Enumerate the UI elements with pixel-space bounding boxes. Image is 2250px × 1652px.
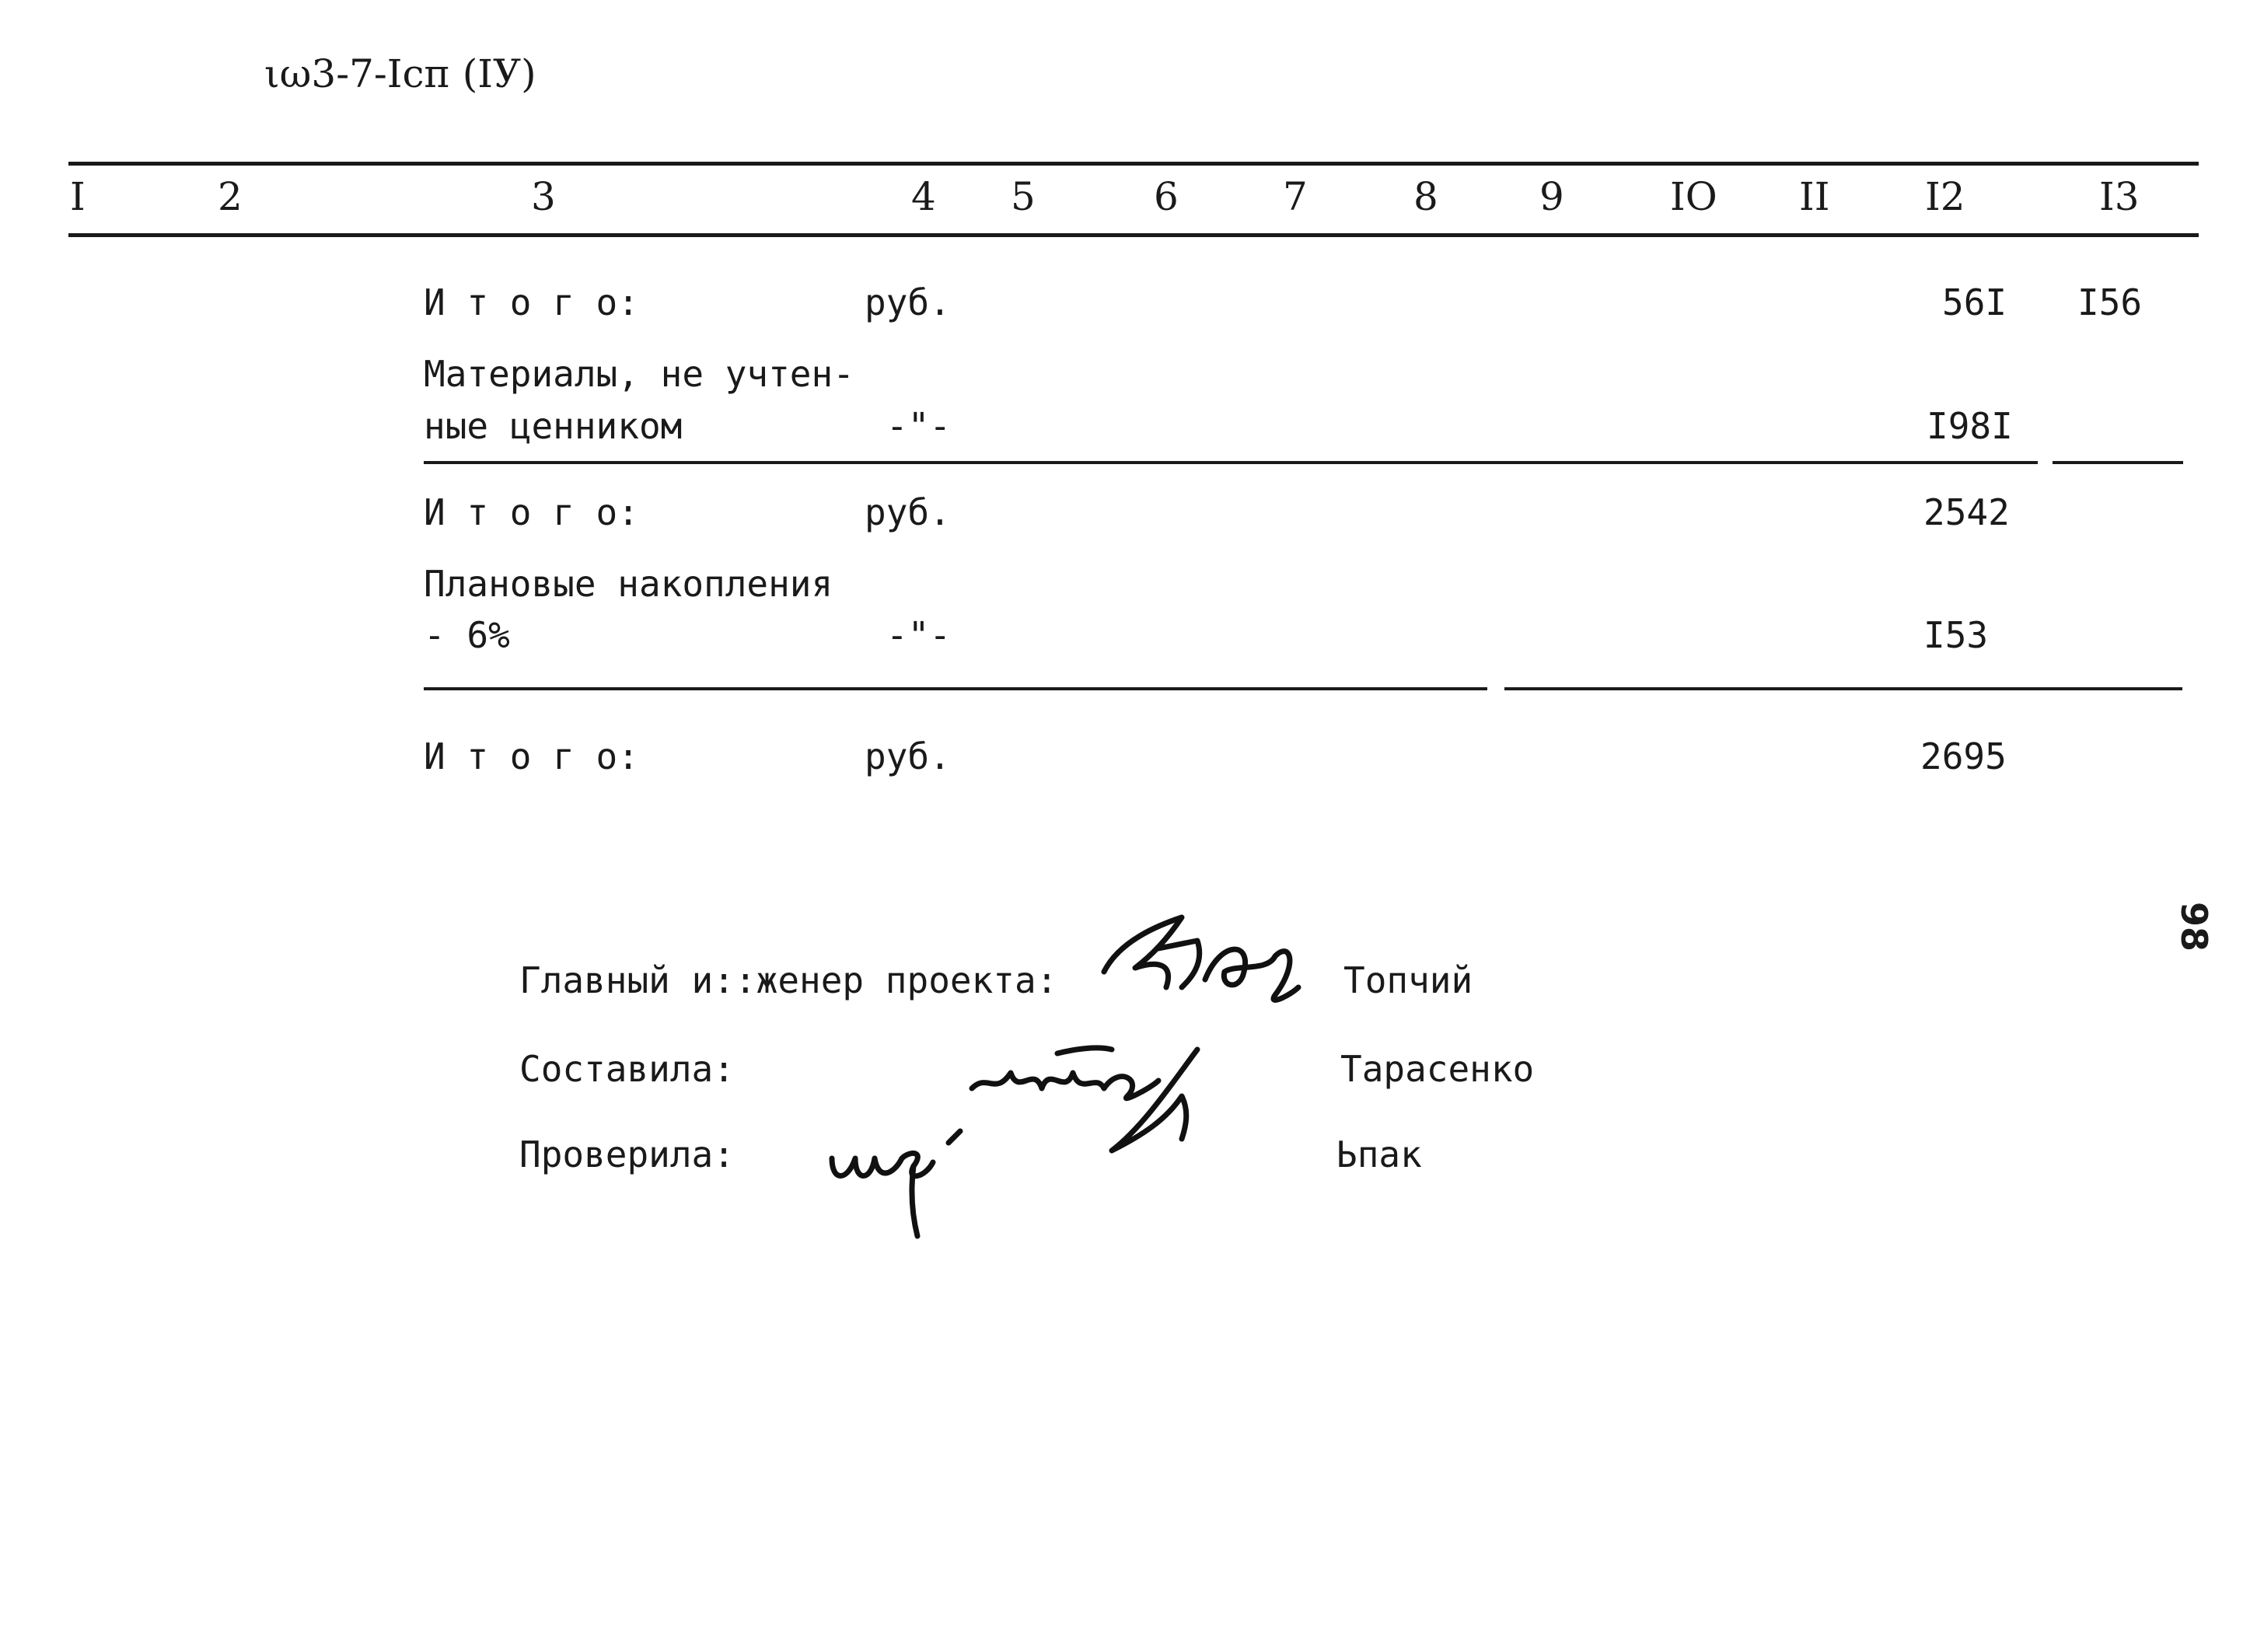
subtotal-rule	[2053, 461, 2183, 464]
row-unit: -"-	[886, 405, 952, 447]
row-name: И т о г о:	[424, 491, 639, 533]
document-code: ιω3-7-Iсп (IУ)	[264, 51, 536, 96]
column-number: I3	[2099, 174, 2140, 219]
row-name: - 6%	[424, 614, 510, 656]
column-number: II	[1799, 174, 1830, 219]
column-number: IO	[1670, 174, 1717, 219]
column-number: 3	[531, 174, 556, 219]
column-number: I	[70, 174, 86, 219]
signature-person: Топчий	[1343, 959, 1473, 1001]
column-number: I2	[1925, 174, 1965, 219]
signature-checker	[816, 1119, 1018, 1252]
subtotal-rule	[424, 687, 1487, 690]
row-name: И т о г о:	[424, 735, 639, 777]
signature-role: Проверила:	[519, 1133, 735, 1175]
subtotal-rule	[424, 461, 2038, 464]
page-number: 98	[2173, 901, 2216, 952]
signature-role: Составила:	[519, 1048, 735, 1090]
row-unit: руб.	[865, 281, 951, 323]
column-number: 9	[1539, 174, 1564, 219]
column-number: 6	[1154, 174, 1179, 219]
row-value-col12: 56I	[1942, 281, 2007, 323]
row-value-col13: I56	[2077, 281, 2143, 323]
row-name: Плановые накопления	[424, 563, 833, 605]
signature-role: Главный и::женер проекта:	[519, 959, 1058, 1001]
row-value-col12: 2695	[1920, 735, 2007, 777]
row-unit: руб.	[865, 491, 951, 533]
column-number: 5	[1011, 174, 1036, 219]
row-value-col12: 2542	[1923, 491, 2010, 533]
row-unit: руб.	[865, 735, 951, 777]
column-number: 2	[218, 174, 243, 219]
column-number: 4	[911, 174, 936, 219]
row-value-col12: I53	[1923, 614, 1989, 656]
row-value-col12: I98I	[1927, 405, 2013, 447]
signature-person: Ьпак	[1336, 1133, 1422, 1175]
column-number: 7	[1283, 174, 1308, 219]
signature-person: Тарасенко	[1340, 1048, 1535, 1090]
row-unit: -"-	[886, 614, 952, 656]
header-bottom-rule	[68, 233, 2199, 237]
signature-chief-engineer	[1088, 894, 1322, 1034]
row-name: Материалы, не учтен-	[424, 353, 854, 395]
column-number: 8	[1413, 174, 1438, 219]
subtotal-rule	[1504, 687, 2182, 690]
header-top-rule	[68, 162, 2199, 166]
row-name: ные ценником	[424, 405, 683, 447]
row-name: И т о г о:	[424, 281, 639, 323]
